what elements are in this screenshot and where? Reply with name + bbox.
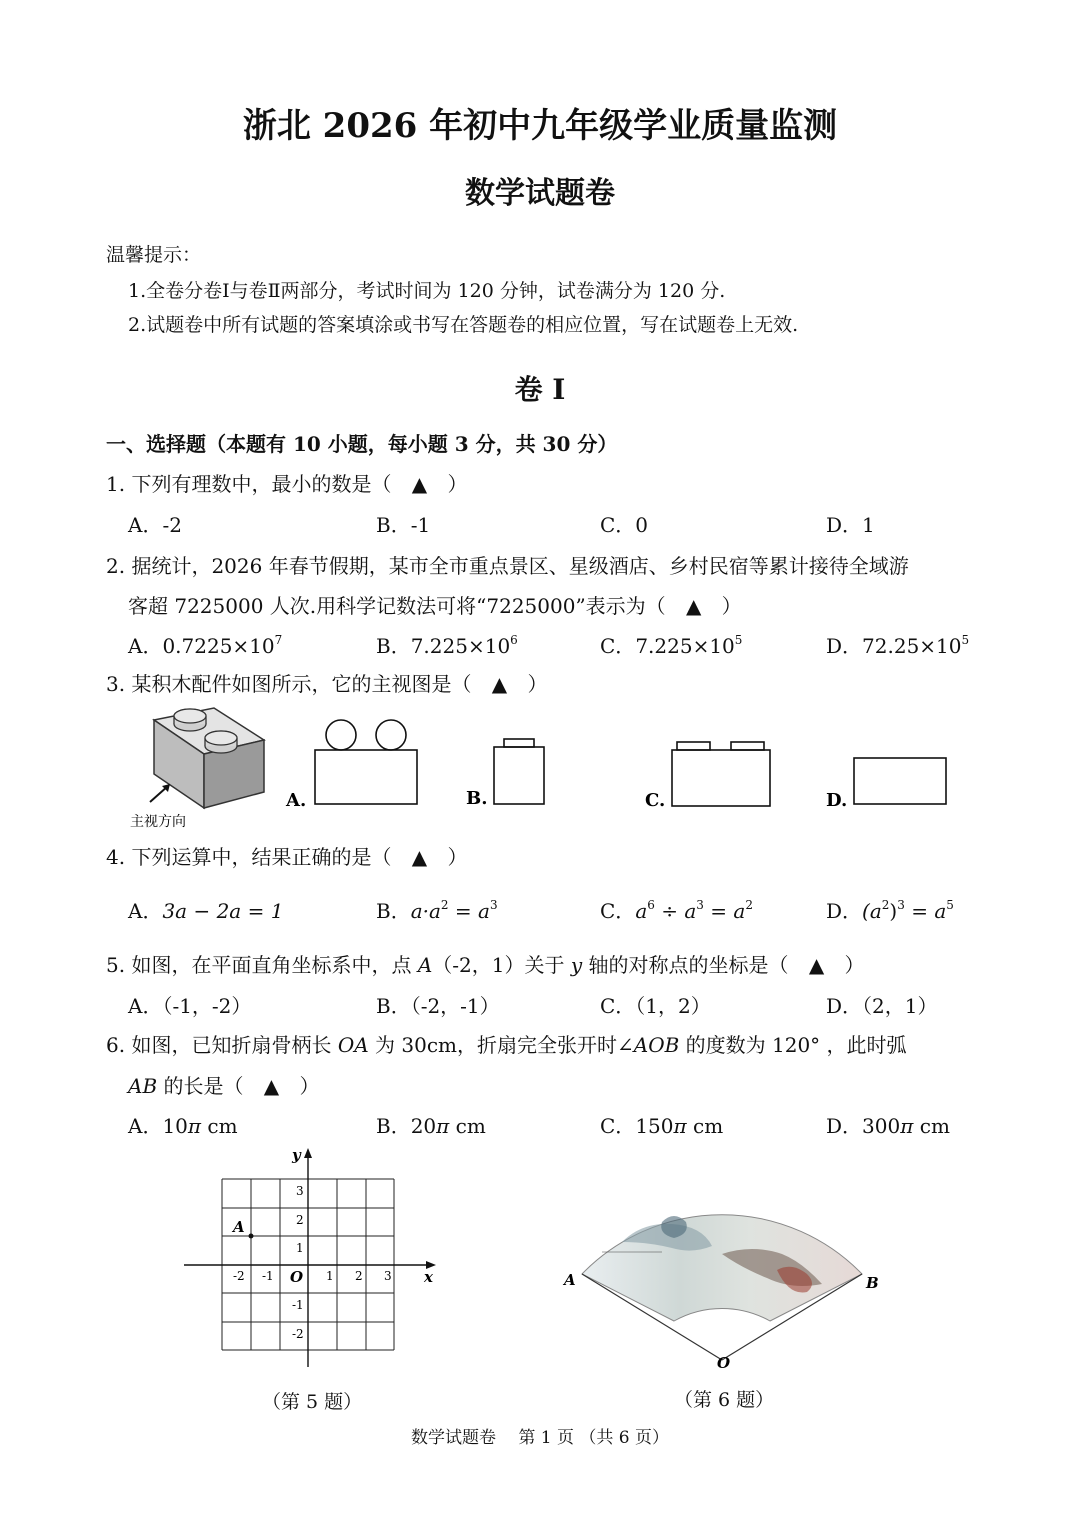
- question-1-option-a: A．-2: [128, 513, 182, 537]
- x-tick-label: 1: [326, 1269, 334, 1283]
- q3-option-a-view: [315, 720, 417, 804]
- answer-blank-triangle: ▲: [808, 953, 825, 977]
- y-axis: [304, 1148, 312, 1367]
- notice-item-1: 1.全卷分卷Ⅰ与卷Ⅱ两部分，考试时间为 120 分钟，试卷满分为 120 分.: [128, 280, 726, 302]
- y-tick-label: 1: [296, 1241, 304, 1255]
- question-4-option-a: A．3a − 2a = 1: [128, 899, 284, 923]
- point-a-label: A: [233, 1218, 245, 1236]
- y-tick-label: 2: [296, 1213, 304, 1227]
- q3-option-a-label: A.: [286, 790, 307, 811]
- fan-label-b: B: [866, 1274, 879, 1292]
- question-5-option-b: B．（-2，-1）: [376, 994, 500, 1018]
- question-5-option-a: A．（-1，-2）: [128, 994, 252, 1018]
- question-2-option-d: D．$72.25\times 10^5$: [826, 633, 970, 658]
- question-2-stem-line2: 客超 7225000 人次.用科学记数法可将“7225000”表示为（ ▲ ）: [128, 594, 742, 618]
- question-6-option-a: A．10π cm: [128, 1114, 238, 1138]
- question-6-stem-line2: AB 的长是（ ▲ ）: [128, 1074, 320, 1098]
- question-6-option-c: C．150π cm: [600, 1114, 724, 1138]
- q3-option-c-label: C.: [645, 790, 666, 811]
- question-5-option-c: C．（1，2）: [600, 994, 711, 1018]
- question-5-stem: 5. 如图，在平面直角坐标系中，点 A（-2，1）关于 y 轴的对称点的坐标是（ ▲ ）: [106, 953, 865, 977]
- x-tick-label: 2: [355, 1269, 363, 1283]
- figure-5-coordinate-grid: [180, 1142, 450, 1372]
- question-4-option-d: D．$(a^2)^3 = a^5$: [826, 898, 954, 923]
- question-2-option-a: A．$0.7225\times 10^7$: [128, 633, 283, 658]
- question-1-option-d: D．1: [826, 513, 875, 537]
- question-2-option-c: C．$7.225\times 10^5$: [600, 633, 743, 658]
- question-2-option-b: B．$7.225\times 10^6$: [376, 633, 518, 658]
- exam-subtitle: 数学试题卷: [465, 176, 615, 211]
- q3-option-c-view: [672, 742, 770, 806]
- question-6-stem-line1: 6. 如图，已知折扇骨柄长 OA 为 30cm，折扇完全张开时∠AOB 的度数为 120° ，此时弧: [106, 1033, 907, 1057]
- origin-label: O: [290, 1268, 304, 1286]
- q3-option-b-label: B.: [466, 788, 488, 809]
- fan-painting: [582, 1215, 862, 1321]
- q3-option-d-view: [854, 758, 946, 804]
- question-6-option-d: D．300π cm: [826, 1114, 950, 1138]
- view-direction-arrow-icon: [150, 784, 170, 802]
- view-direction-label: 主视方向: [130, 814, 186, 830]
- y-axis-label: y: [292, 1146, 301, 1164]
- notice-item-2: 2.试题卷中所有试题的答案填涂或书写在答题卷的相应位置，写在试题卷上无效.: [128, 314, 799, 336]
- figure-6-fan: [552, 1182, 892, 1372]
- x-tick-label: -2: [233, 1269, 245, 1283]
- exam-title: 浙北 2026 年初中九年级学业质量监测: [242, 106, 838, 146]
- question-6-option-b: B．20π cm: [376, 1114, 486, 1138]
- lego-brick-illustration: [154, 708, 264, 808]
- answer-blank-triangle: ▲: [411, 472, 428, 496]
- point-a-marker: [249, 1234, 254, 1239]
- question-5-option-d: D．（2，1）: [826, 994, 938, 1018]
- fan-label-o: O: [717, 1354, 731, 1372]
- figure-6-caption: （第 6 题）: [674, 1389, 775, 1411]
- answer-blank-triangle: ▲: [263, 1074, 280, 1098]
- question-3-stem: 3. 某积木配件如图所示，它的主视图是（ ▲ ）: [106, 672, 548, 696]
- notice-heading: 温馨提示：: [106, 244, 202, 266]
- question-4-option-b: B．$a\cdot a^2 = a^3$: [376, 898, 498, 923]
- question-1-stem: 1. 下列有理数中，最小的数是（ ▲ ）: [106, 472, 468, 496]
- y-tick-label: -2: [292, 1327, 304, 1341]
- question-4-option-c: C．$a^6 \div a^3 = a^2$: [600, 898, 753, 923]
- question-2-stem-line1: 2. 据统计，2026 年春节假期，某市全市重点景区、星级酒店、乡村民宿等累计接待全域游: [106, 554, 909, 578]
- volume-label: 卷 Ⅰ: [514, 373, 566, 406]
- question-1-option-c: C．0: [600, 513, 649, 537]
- page-footer: 数学试题卷 第 1 页 （共 6 页）: [410, 1428, 670, 1448]
- answer-blank-triangle: ▲: [491, 672, 508, 696]
- y-tick-label: 3: [296, 1184, 304, 1198]
- figure-5-caption: （第 5 题）: [262, 1391, 363, 1413]
- section-heading: 一、选择题（本题有 10 小题，每小题 3 分，共 30 分）: [106, 432, 618, 456]
- q3-option-d-label: D.: [826, 790, 848, 811]
- fan-label-a: A: [564, 1271, 576, 1289]
- answer-blank-triangle: ▲: [411, 845, 428, 869]
- x-axis-label: x: [424, 1268, 433, 1286]
- q3-option-b-view: [494, 739, 544, 804]
- question-1-option-b: B．-1: [376, 513, 431, 537]
- y-tick-label: -1: [292, 1298, 304, 1312]
- question-3-figure: [110, 700, 980, 835]
- answer-blank-triangle: ▲: [685, 594, 702, 618]
- question-4-stem: 4. 下列运算中，结果正确的是（ ▲ ）: [106, 845, 468, 869]
- x-tick-label: 3: [384, 1269, 392, 1283]
- x-tick-label: -1: [262, 1269, 274, 1283]
